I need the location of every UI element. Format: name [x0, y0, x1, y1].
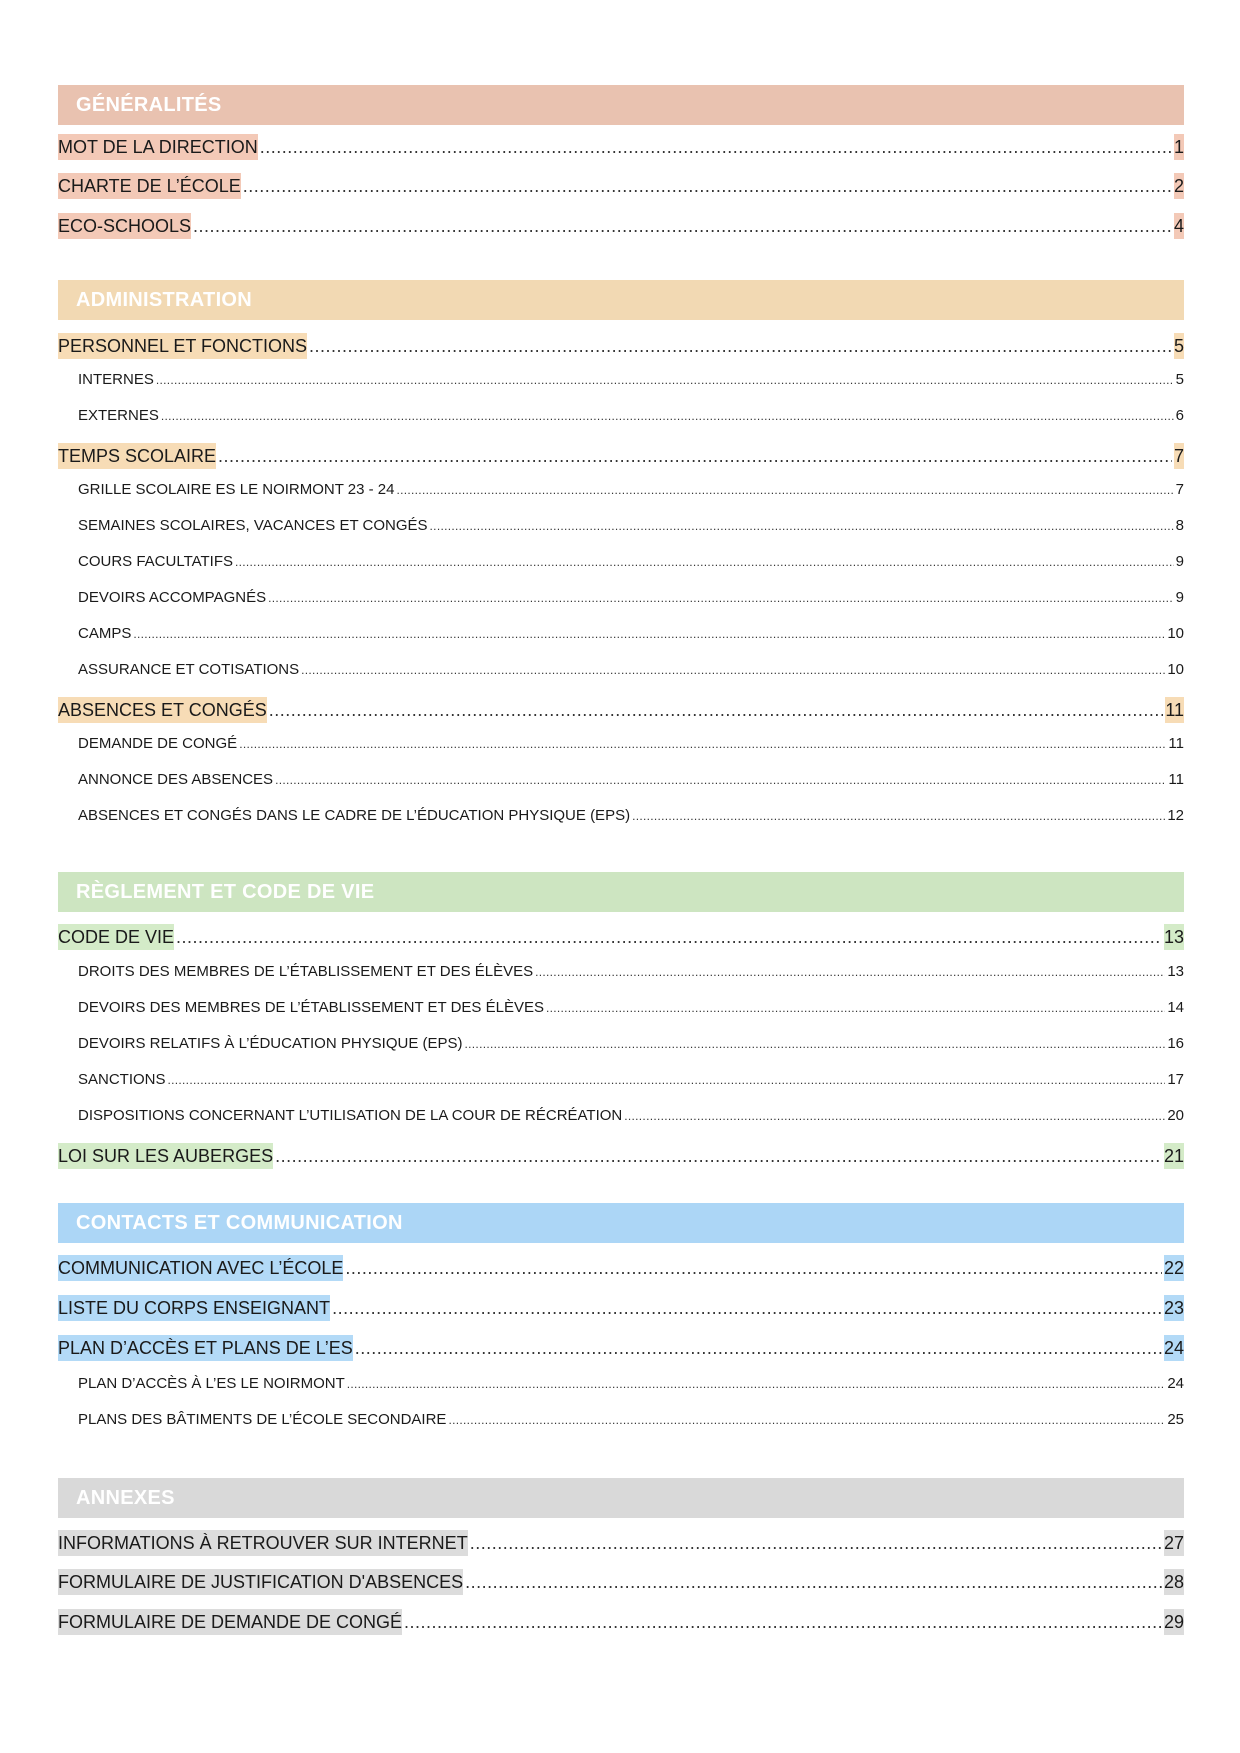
dot-leader	[397, 479, 1174, 501]
toc-page-number: 25	[1167, 1411, 1184, 1428]
toc-page-number: 2	[1174, 173, 1184, 199]
toc-page-number: 6	[1175, 407, 1184, 424]
section-title: CONTACTS ET COMMUNICATION	[76, 1212, 403, 1234]
section-header	[58, 1203, 1184, 1243]
toc-subentry[interactable]	[78, 515, 1184, 537]
toc-entry-label: DEVOIRS RELATIFS À L’ÉDUCATION PHYSIQUE (EPS)	[78, 1035, 463, 1052]
toc-entry-label: DEVOIRS ACCOMPAGNÉS	[78, 589, 267, 606]
toc-page-number: 13	[1167, 963, 1184, 980]
toc-page-number: 23	[1164, 1295, 1184, 1321]
toc-page-number: 11	[1165, 697, 1184, 723]
section-header	[58, 85, 1184, 125]
toc-entry-label: LOI SUR LES AUBERGES	[58, 1143, 273, 1169]
toc-entry-label: ABSENCES ET CONGÉS DANS LE CADRE DE L’ÉDUCATION PHYSIQUE (EPS)	[78, 807, 631, 824]
dot-leader	[156, 369, 1174, 391]
toc-entry-label: ABSENCES ET CONGÉS	[58, 697, 267, 723]
section-header	[58, 872, 1184, 912]
toc-entry[interactable]	[58, 333, 1184, 359]
toc-subentry[interactable]	[78, 659, 1184, 681]
toc-page-number: 20	[1167, 1107, 1184, 1124]
toc-entry[interactable]	[58, 1609, 1184, 1635]
toc-subentry[interactable]	[78, 369, 1184, 391]
toc-subentry[interactable]	[78, 551, 1184, 573]
toc-entry-label: PLAN D’ACCÈS À L’ES LE NOIRMONT	[78, 1375, 345, 1392]
dot-leader	[470, 1530, 1162, 1556]
toc-subentry[interactable]	[78, 479, 1184, 501]
toc-subentry[interactable]	[78, 405, 1184, 427]
dot-leader	[243, 173, 1172, 199]
section-title: GÉNÉRALITÉS	[76, 94, 222, 116]
toc-entry-label: DISPOSITIONS CONCERNANT L’UTILISATION DE LA COUR DE RÉCRÉATION	[78, 1107, 623, 1124]
toc-subentry[interactable]	[78, 805, 1184, 827]
toc-entry[interactable]	[58, 1530, 1184, 1556]
toc-page-number: 27	[1164, 1530, 1184, 1556]
toc-subentry[interactable]	[78, 769, 1184, 791]
dot-leader	[193, 213, 1172, 239]
toc-page-number: 9	[1175, 553, 1184, 570]
toc-entry[interactable]	[58, 1569, 1184, 1595]
toc-entry-label: ASSURANCE ET COTISATIONS	[78, 661, 300, 678]
dot-leader	[218, 443, 1172, 469]
section-title: ANNEXES	[76, 1487, 175, 1509]
toc-page-number: 11	[1168, 735, 1184, 752]
toc-page-number: 10	[1167, 661, 1184, 678]
toc-page-number: 4	[1174, 213, 1184, 239]
toc-subentry[interactable]	[78, 587, 1184, 609]
toc-entry[interactable]	[58, 1335, 1184, 1361]
dot-leader	[624, 1105, 1165, 1127]
toc-subentry[interactable]	[78, 961, 1184, 983]
dot-leader	[235, 551, 1174, 573]
toc-entry-label: FORMULAIRE DE JUSTIFICATION D'ABSENCES	[58, 1569, 463, 1595]
toc-page-number: 22	[1164, 1255, 1184, 1281]
toc-entry-label: COURS FACULTATIFS	[78, 553, 234, 570]
section-header	[58, 280, 1184, 320]
toc-entry[interactable]	[58, 173, 1184, 199]
toc-entry-label: SEMAINES SCOLAIRES, VACANCES ET CONGÉS	[78, 517, 428, 534]
toc-entry[interactable]	[58, 1255, 1184, 1281]
toc-page-number: 11	[1168, 771, 1184, 788]
toc-subentry[interactable]	[78, 623, 1184, 645]
toc-subentry[interactable]	[78, 1409, 1184, 1431]
toc-entry-label: PLAN D’ACCÈS ET PLANS DE L’ES	[58, 1335, 353, 1361]
toc-entry-label: FORMULAIRE DE DEMANDE DE CONGÉ	[58, 1609, 402, 1635]
toc-entry-label: CHARTE DE L’ÉCOLE	[58, 173, 241, 199]
toc-entry-label: CAMPS	[78, 625, 132, 642]
dot-leader	[546, 997, 1165, 1019]
toc-page-number: 9	[1175, 589, 1184, 606]
toc-entry-label: SANCTIONS	[78, 1071, 166, 1088]
toc-entry-label: TEMPS SCOLAIRE	[58, 443, 216, 469]
toc-subentry[interactable]	[78, 1373, 1184, 1395]
dot-leader	[347, 1373, 1166, 1395]
toc-page-number: 17	[1167, 1071, 1184, 1088]
toc-page-number: 5	[1174, 333, 1184, 359]
toc-entry-label: ANNONCE DES ABSENCES	[78, 771, 274, 788]
toc-entry-label: EXTERNES	[78, 407, 159, 424]
dot-leader	[133, 623, 1165, 645]
section-title: ADMINISTRATION	[76, 289, 253, 311]
toc-page-number: 5	[1175, 371, 1184, 388]
dot-leader	[345, 1255, 1162, 1281]
toc-entry-label: DROITS DES MEMBRES DE L’ÉTABLISSEMENT ET DES ÉLÈVES	[78, 963, 534, 980]
toc-subentry[interactable]	[78, 1033, 1184, 1055]
toc-entry[interactable]	[58, 443, 1184, 469]
toc-entry-label: GRILLE SCOLAIRE ES LE NOIRMONT 23 - 24	[78, 481, 395, 498]
toc-subentry[interactable]	[78, 1069, 1184, 1091]
toc-entry[interactable]	[58, 134, 1184, 160]
dot-leader	[176, 924, 1162, 950]
toc-page-number: 1	[1174, 134, 1184, 160]
toc-page-number: 7	[1174, 443, 1184, 469]
toc-page-number: 28	[1164, 1569, 1184, 1595]
section-title: RÈGLEMENT ET CODE DE VIE	[76, 881, 375, 903]
toc-entry-label: LISTE DU CORPS ENSEIGNANT	[58, 1295, 330, 1321]
dot-leader	[465, 1569, 1162, 1595]
toc-page-number: 12	[1167, 807, 1184, 824]
dot-leader	[632, 805, 1165, 827]
toc-subentry[interactable]	[78, 733, 1184, 755]
toc-page-number: 13	[1164, 924, 1184, 950]
dot-leader	[260, 134, 1172, 160]
dot-leader	[161, 405, 1174, 427]
toc-entry[interactable]	[58, 1143, 1184, 1169]
dot-leader	[309, 333, 1172, 359]
toc-entry[interactable]	[58, 213, 1184, 239]
toc-entry-label: PERSONNEL ET FONCTIONS	[58, 333, 307, 359]
toc-page-number: 7	[1175, 481, 1184, 498]
section-header	[58, 1478, 1184, 1518]
dot-leader	[275, 769, 1166, 791]
toc-subentry[interactable]	[78, 1105, 1184, 1127]
toc-entry-label: CODE DE VIE	[58, 924, 174, 950]
dot-leader	[301, 659, 1165, 681]
toc-page-number: 10	[1167, 625, 1184, 642]
dot-leader	[275, 1143, 1162, 1169]
toc-entry-label: MOT DE LA DIRECTION	[58, 134, 258, 160]
dot-leader	[404, 1609, 1162, 1635]
dot-leader	[168, 1069, 1166, 1091]
dot-leader	[448, 1409, 1165, 1431]
toc-page-number: 16	[1167, 1035, 1184, 1052]
dot-leader	[268, 587, 1174, 609]
dot-leader	[355, 1335, 1162, 1361]
toc-page-number: 21	[1164, 1143, 1184, 1169]
toc-entry-label: PLANS DES BÂTIMENTS DE L’ÉCOLE SECONDAIRE	[78, 1411, 447, 1428]
toc-subentry[interactable]	[78, 997, 1184, 1019]
toc-entry-label: DEMANDE DE CONGÉ	[78, 735, 238, 752]
toc-entry-label: COMMUNICATION AVEC L’ÉCOLE	[58, 1255, 343, 1281]
toc-entry[interactable]	[58, 1295, 1184, 1321]
toc-entry-label: INFORMATIONS À RETROUVER SUR INTERNET	[58, 1530, 468, 1556]
toc-page-number: 14	[1167, 999, 1184, 1016]
toc-page-number: 24	[1167, 1375, 1184, 1392]
toc-entry-label: INTERNES	[78, 371, 154, 388]
toc-page-number: 8	[1175, 517, 1184, 534]
dot-leader	[430, 515, 1174, 537]
dot-leader	[535, 961, 1165, 983]
dot-leader	[269, 697, 1164, 723]
dot-leader	[239, 733, 1166, 755]
dot-leader	[332, 1295, 1162, 1321]
dot-leader	[465, 1033, 1166, 1055]
toc-entry-label: DEVOIRS DES MEMBRES DE L’ÉTABLISSEMENT ET DES ÉLÈVES	[78, 999, 544, 1016]
toc-page-number: 29	[1164, 1609, 1184, 1635]
toc-entry[interactable]	[58, 924, 1184, 950]
toc-entry[interactable]	[58, 697, 1184, 723]
toc-page-number: 24	[1164, 1335, 1184, 1361]
toc-entry-label: ECO-SCHOOLS	[58, 213, 191, 239]
